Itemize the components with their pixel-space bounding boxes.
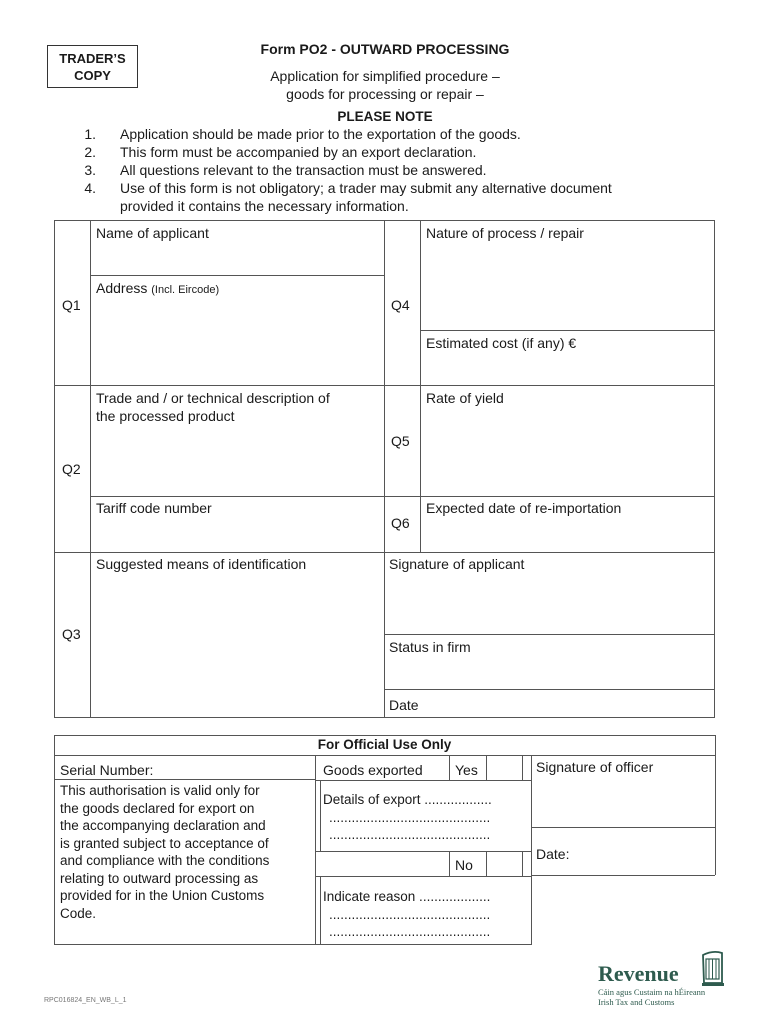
note-number: 4. (84, 180, 96, 196)
trade-description-field[interactable] (96, 389, 330, 425)
official-use-heading: For Official Use Only (317, 737, 452, 752)
auth-line: the accompanying declaration and (60, 818, 266, 833)
harp-icon (700, 949, 726, 987)
estimated-cost-field[interactable]: Estimated cost (if any) € (426, 335, 577, 351)
address-field[interactable] (96, 279, 219, 299)
note-text: Use of this form is not obligatory; a trader may submit any alternative document (120, 180, 612, 196)
subtitle-line2: goods for processing or repair – (286, 86, 484, 102)
yes-checkbox[interactable] (487, 756, 522, 779)
form-code: RPC016824_EN_WB_L_1 (44, 997, 127, 1004)
auth-line: and compliance with the conditions (60, 853, 270, 868)
dots-line: ........................................... (329, 924, 491, 939)
dots-line: ........................................... (329, 827, 491, 842)
note-text: Application should be made prior to the exportation of the goods. (120, 126, 521, 142)
note-item (72, 143, 712, 161)
note-item (72, 125, 712, 143)
no-label: No (455, 857, 473, 873)
note-number: 1. (84, 126, 96, 142)
no-checkbox[interactable] (487, 852, 522, 875)
notes-list (72, 125, 712, 215)
q1-label: Q1 (62, 297, 81, 313)
officer-date-field[interactable]: Date: (536, 846, 570, 862)
note-item (72, 179, 712, 197)
trade-desc-line2: the processed product (96, 408, 235, 424)
tariff-code-field[interactable]: Tariff code number (96, 500, 212, 516)
note-text: This form must be accompanied by an export declaration. (120, 144, 477, 160)
q6-label: Q6 (391, 515, 410, 531)
logo-english: Irish Tax and Customs (598, 997, 675, 1007)
indicate-reason-label: Indicate reason ................... (323, 889, 491, 904)
signature-applicant-field[interactable]: Signature of applicant (389, 556, 525, 572)
logo-irish: Cáin agus Custaim na hÉireann (598, 987, 706, 997)
traders-copy-line2: COPY (74, 68, 111, 83)
expected-date-field[interactable]: Expected date of re-importation (426, 500, 622, 516)
traders-copy-line1: TRADER’S (59, 51, 126, 66)
auth-line: relating to outward processing as (60, 870, 259, 886)
status-in-firm-field[interactable]: Status in firm (389, 639, 471, 655)
q4-label: Q4 (391, 297, 410, 313)
name-of-applicant-field[interactable]: Name of applicant (96, 225, 209, 241)
date-field[interactable]: Date (389, 697, 419, 713)
indicate-reason-field[interactable] (323, 888, 523, 941)
q3-label: Q3 (62, 626, 81, 642)
yes-label: Yes (455, 762, 478, 778)
note-item (72, 161, 712, 179)
note-text: All questions relevant to the transaction must be answered. (120, 162, 487, 178)
nature-of-process-field[interactable]: Nature of process / repair (426, 225, 584, 241)
authorisation-text (60, 782, 312, 922)
revenue-logo (597, 948, 727, 1008)
address-label: Address (96, 280, 148, 296)
details-of-export-label: Details of export .................. (323, 792, 492, 807)
note-number: 3. (84, 162, 96, 178)
q2-label: Q2 (62, 461, 81, 477)
please-note-heading: PLEASE NOTE (337, 109, 433, 124)
goods-exported-label: Goods exported (323, 762, 423, 778)
auth-line: provided for in the Union Customs (60, 888, 265, 903)
rate-of-yield-field[interactable]: Rate of yield (426, 390, 504, 406)
suggested-means-field[interactable]: Suggested means of identification (96, 556, 307, 572)
note-item4-continued: provided it contains the necessary information. (120, 198, 409, 214)
address-note: (Incl. Eircode) (151, 284, 220, 296)
dots-line: ........................................... (329, 809, 491, 825)
note-number: 2. (84, 144, 96, 160)
auth-line: is granted subject to acceptance of (60, 835, 269, 851)
traders-copy-box (47, 45, 138, 88)
dots-line: ........................................... (329, 906, 491, 922)
auth-line: the goods declared for export on (60, 800, 255, 816)
details-of-export-field[interactable] (323, 791, 523, 844)
auth-line: This authorisation is valid only for (60, 783, 260, 798)
form-title: Form PO2 - OUTWARD PROCESSING (260, 41, 510, 57)
q5-label: Q5 (391, 433, 410, 449)
subtitle-line1: Application for simplified procedure – (270, 68, 500, 84)
trade-desc-line1: Trade and / or technical description of (96, 390, 330, 406)
serial-number-field[interactable]: Serial Number: (60, 762, 154, 778)
logo-word: Revenue (598, 961, 679, 986)
auth-line: Code. (60, 905, 97, 921)
signature-officer-field[interactable]: Signature of officer (536, 759, 654, 775)
